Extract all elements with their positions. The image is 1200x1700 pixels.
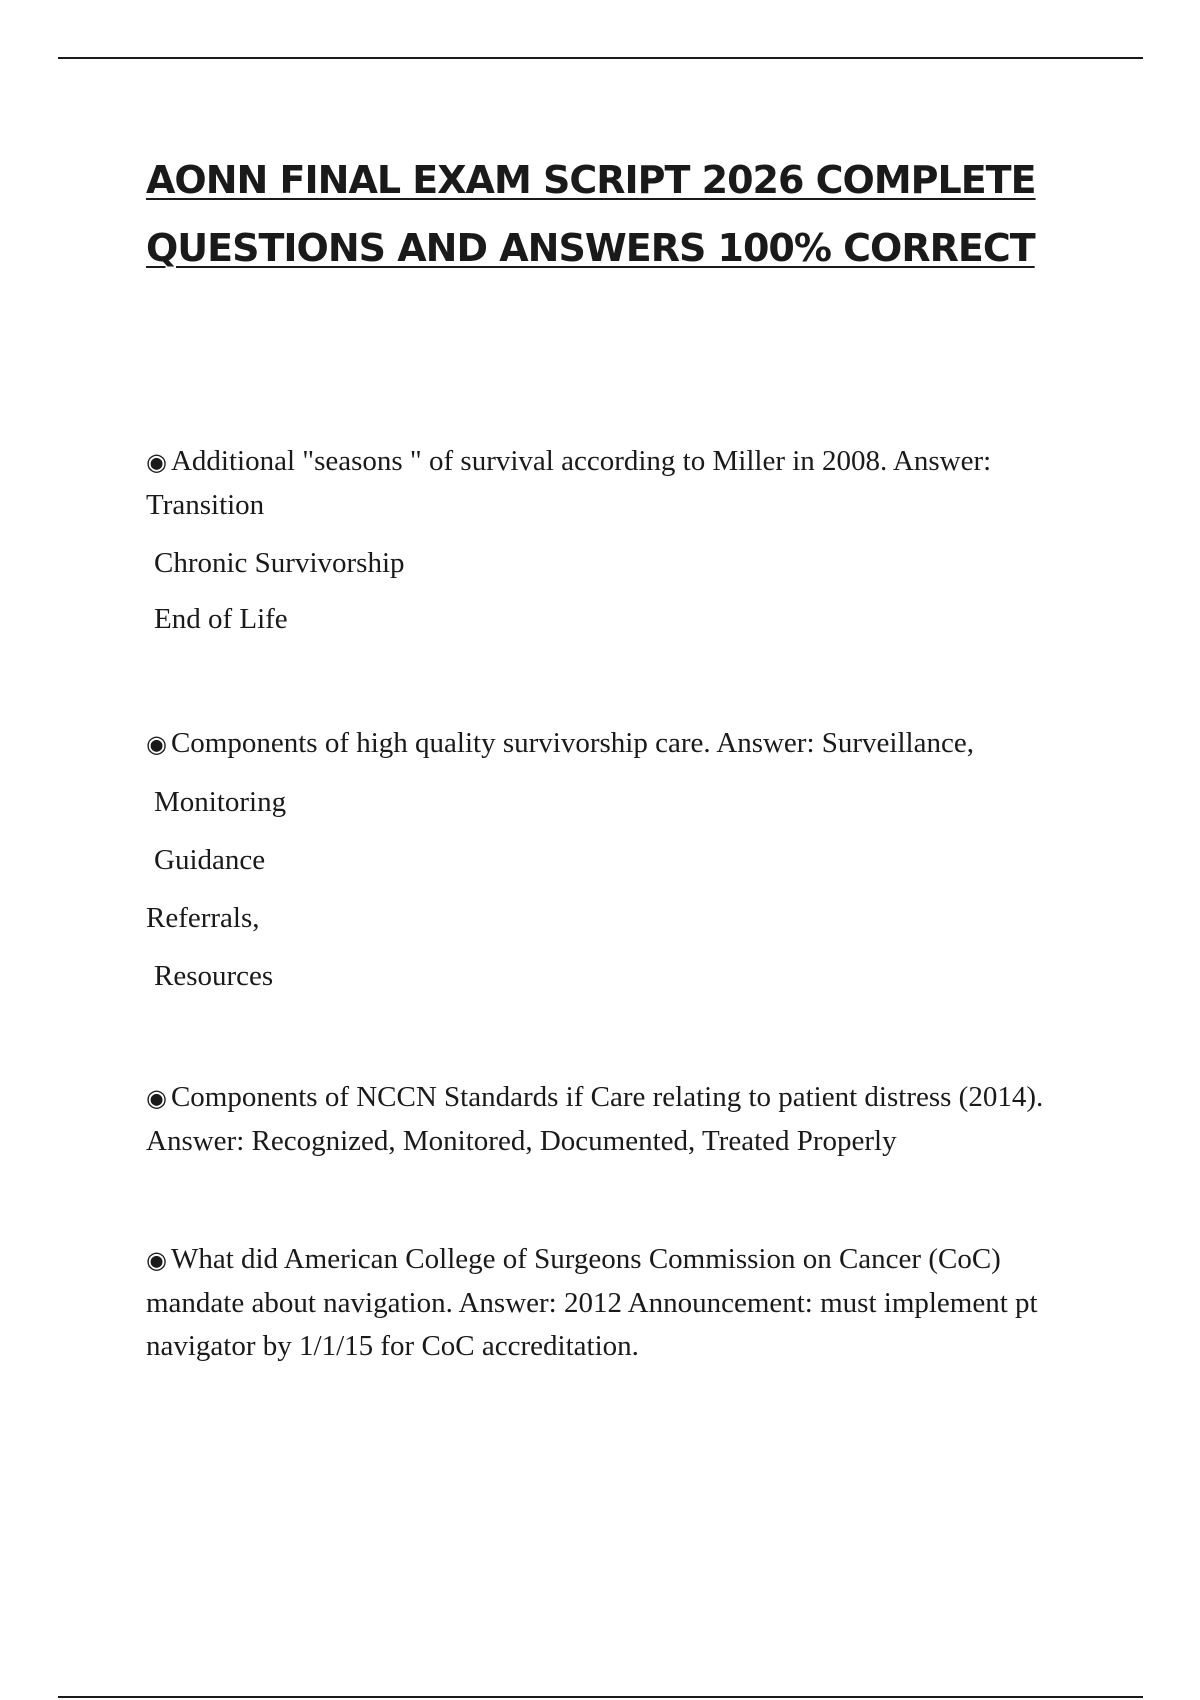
qa-text: Components of NCCN Standards if Care relating to patient distress (2014). Answer: Recognized, Monitored, Documented, Treated Properly: [146, 1081, 1044, 1157]
page-title: [146, 146, 1106, 282]
title-line-1: AONN FINAL EXAM SCRIPT 2026 COMPLETE: [146, 158, 1036, 202]
fisheye-bullet-icon: ◉: [146, 448, 167, 476]
top-divider: [58, 57, 1143, 59]
qa-text: Additional "seasons " of survival according to Miller in 2008. Answer: Transition: [146, 445, 992, 521]
qa-item: [146, 440, 1106, 641]
qa-continuation: Chronic Survivorship: [154, 547, 405, 579]
qa-continuation: Monitoring: [154, 786, 287, 818]
qa-item: [146, 1238, 1106, 1368]
qa-continuation: Referrals,: [146, 902, 260, 934]
fisheye-bullet-icon: ◉: [146, 1084, 167, 1112]
title-line-2: QUESTIONS AND ANSWERS 100% CORRECT: [146, 226, 1035, 270]
bottom-divider: [58, 1696, 1143, 1698]
qa-item: [146, 722, 1106, 998]
qa-item: [146, 1076, 1106, 1163]
fisheye-bullet-icon: ◉: [146, 730, 167, 758]
qa-continuation: Resources: [154, 960, 274, 992]
fisheye-bullet-icon: ◉: [146, 1246, 167, 1274]
qa-text: Components of high quality survivorship care. Answer: Surveillance,: [170, 727, 974, 759]
qa-text: What did American College of Surgeons Commission on Cancer (CoC) mandate about navigation. Answer: 2012 Announcement: must implement pt navigator by 1/1/15 for CoC accreditation.: [146, 1243, 1038, 1362]
qa-continuation: End of Life: [154, 603, 288, 635]
qa-continuation: Guidance: [154, 844, 266, 876]
